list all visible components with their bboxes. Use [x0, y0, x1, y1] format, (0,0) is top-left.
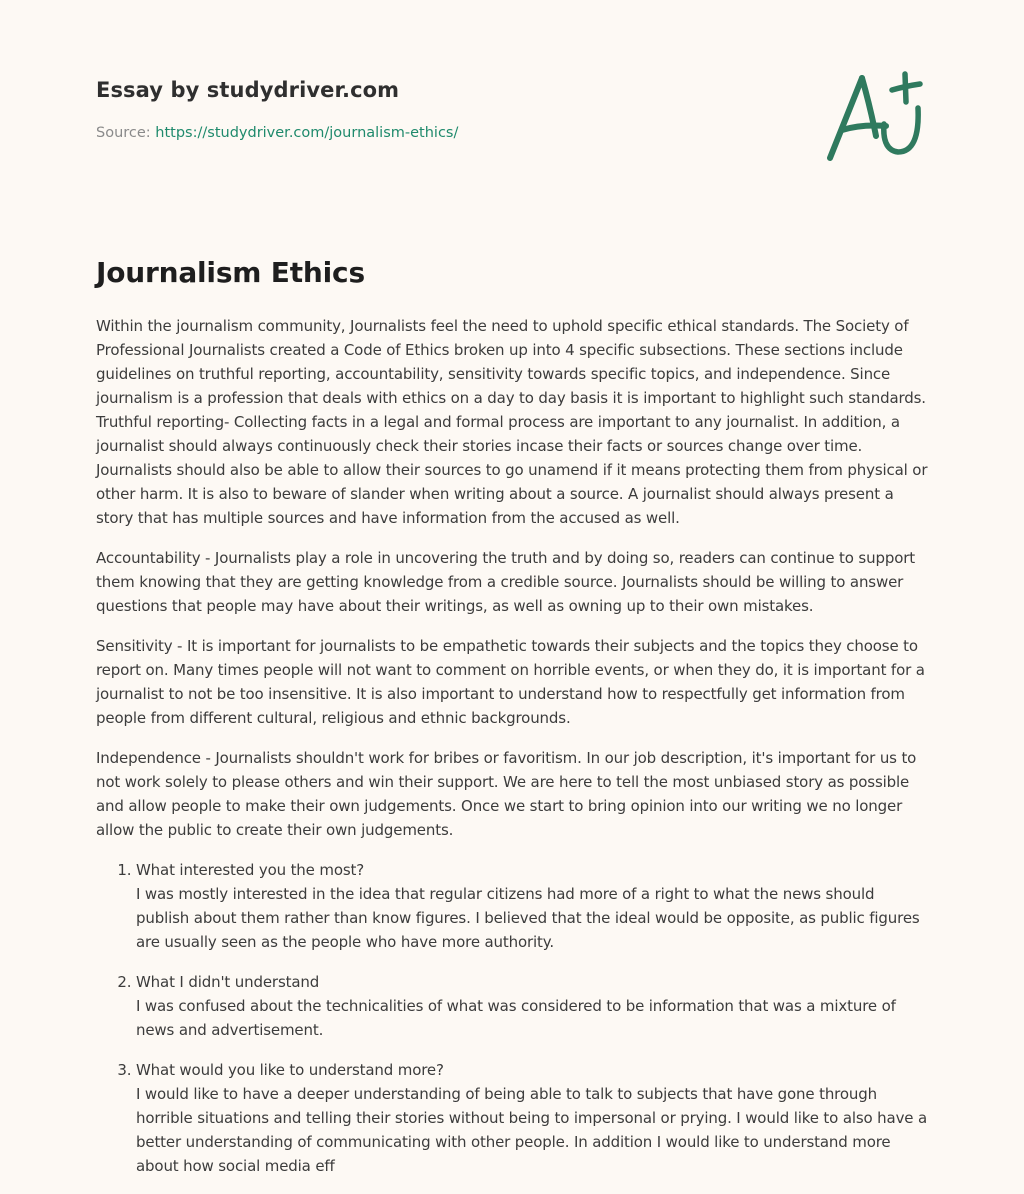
- a-plus-grade-icon: [818, 66, 930, 166]
- paragraph-accountability: Accountability - Journalists play a role in uncovering the truth and by doing so, readers can continue to support them knowing that they are getting knowledge from a credible source. Journalists should be willing to answer questions that people may have about their writings, as well as owning up to their own mistakes.: [96, 549, 915, 615]
- list-answer: I was confused about the technicalities of what was considered to be information that was a mixture of news and advertisement.: [136, 997, 896, 1039]
- reflection-list: [96, 858, 928, 1178]
- brand-title: Essay by studydriver.com: [96, 78, 400, 102]
- article-body: [96, 314, 928, 1194]
- list-item: [136, 970, 928, 1042]
- page-header: [96, 76, 458, 143]
- list-answer: I was mostly interested in the idea that regular citizens had more of a right to what the news should publish about them rather than know figures. I believed that the ideal would be opposite, as public figures are usually seen as the people who have more authority.: [136, 885, 920, 951]
- list-item: [136, 1058, 928, 1178]
- list-question: 3. What would you like to understand more?: [136, 1061, 444, 1079]
- paragraph-sensitivity: Sensitivity - It is important for journalists to be empathetic towards their subjects and the topics they choose to report on. Many times people will not want to comment on horrible events, or when they do, it is important for a journalist to not be too insensitive. It is also important to understand how to respectfully get information from people from different cultural, religious and ethnic backgrounds.: [96, 637, 925, 727]
- list-item: [136, 858, 928, 954]
- source-line: [96, 123, 458, 143]
- paragraph-independence: Independence - Journalists shouldn't work for bribes or favoritism. In our job description, it's important for us to not work solely to please others and win their support. We are here to tell the most unbiased story as possible and allow people to make their own judgements. Once we start to bring opinion into our writing we no longer allow the public to create their own judgements.: [96, 749, 917, 839]
- article-title: Journalism Ethics: [96, 256, 365, 289]
- source-label: Source:: [96, 125, 151, 141]
- paragraph-intro: Within the journalism community, Journalists feel the need to uphold specific ethical standards. The Society of Professional Journalists created a Code of Ethics broken up into 4 specific subsections. These sections include guidelines on truthful reporting, accountability, sensitivity towards specific topics, and independence. Since journalism is a profession that deals with ethics on a day to day basis it is important to highlight such standards. Truthful reporting- Collecting facts in a legal and formal process are important to any journalist. In addition, a journalist should always continuously check their stories incase their facts or sources change over time. Journalists should also be able to allow their sources to go unamend if it means protecting them from physical or other harm. It is also to beware of slander when writing about a source. A journalist should always present a story that has multiple sources and have information from the accused as well.: [96, 317, 928, 527]
- list-question: 1. What interested you the most?: [136, 861, 365, 879]
- source-link[interactable]: https://studydriver.com/journalism-ethics/: [155, 125, 459, 141]
- list-question: 2. What I didn't understand: [136, 973, 320, 991]
- list-answer: I would like to have a deeper understanding of being able to talk to subjects that have gone through horrible situations and telling their stories without being to impersonal or prying. I would like to also have a better understanding of communicating with other people. In addition I would like to understand more about how social media eff: [136, 1085, 928, 1175]
